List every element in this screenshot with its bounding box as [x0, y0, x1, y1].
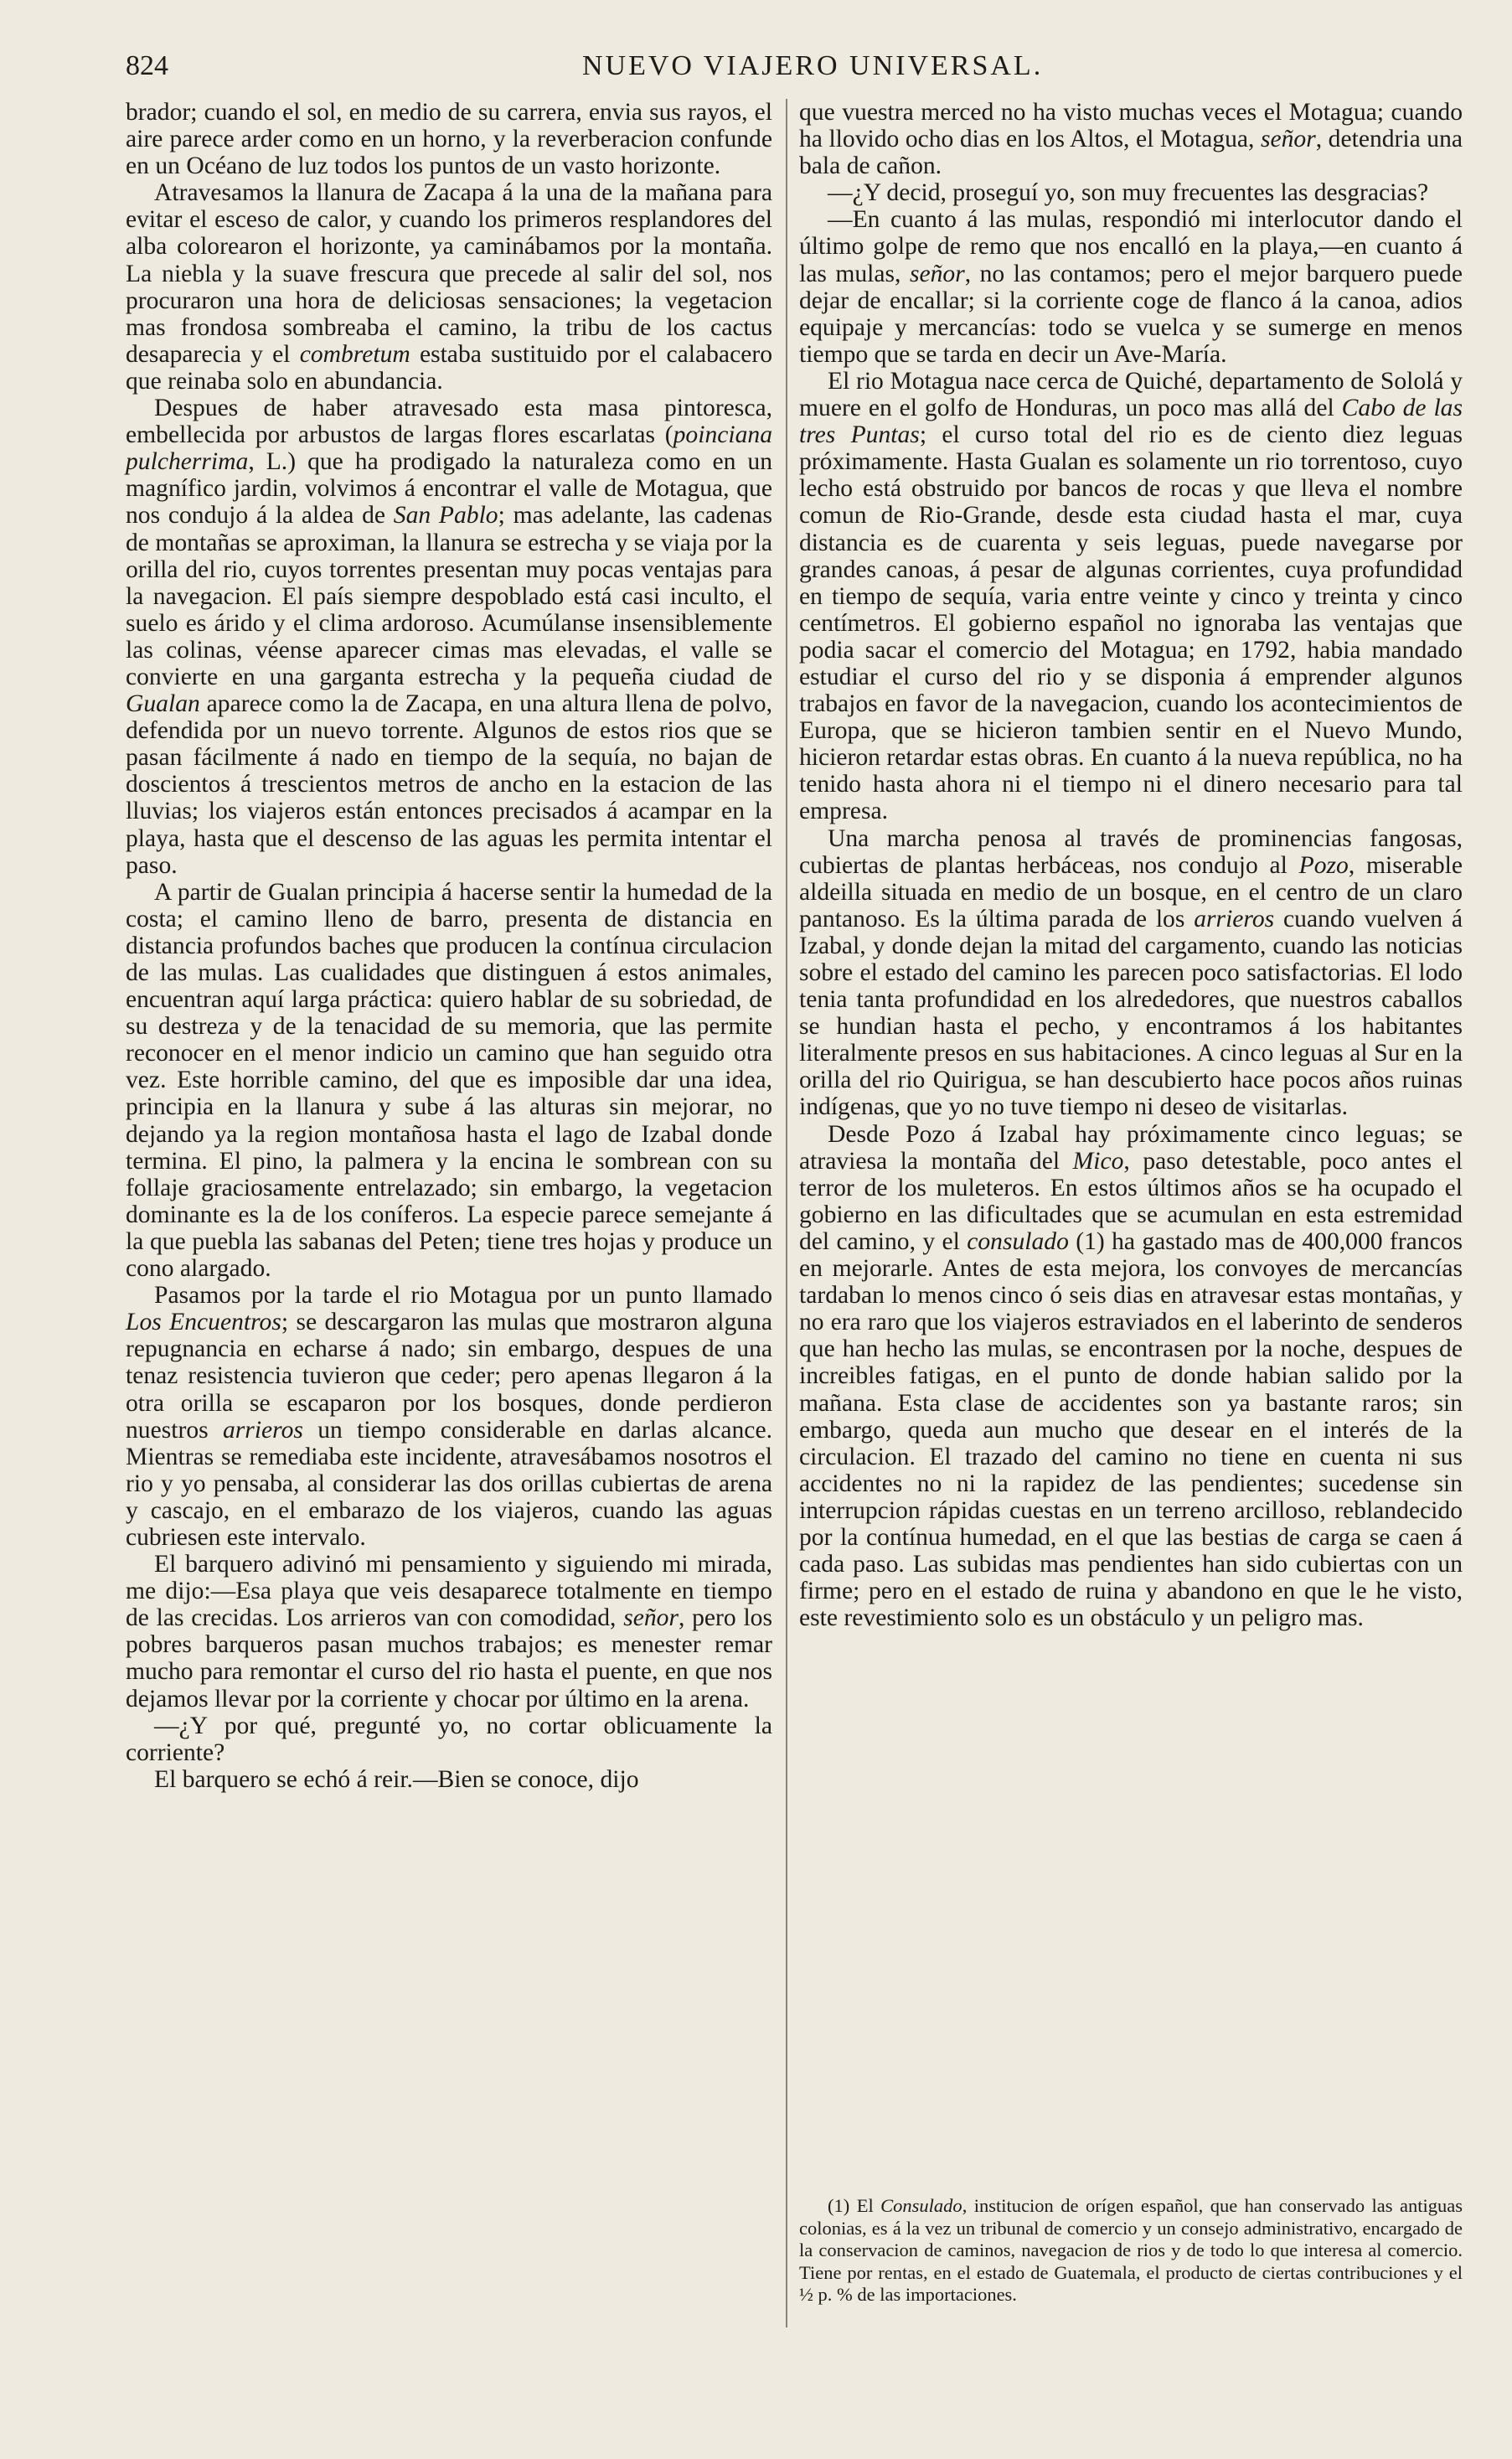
- paragraph: A partir de Gualan principia á hacerse sentir la humedad de la costa; el camino lleno de barro, presenta de distancia en distancia profundos baches que producen la contínua circulacion de las mulas. Las cualidades que distinguen á estos animales, encuentran aquí larga práctica: quiero hablar de su sobriedad, de su destreza y de la tenacidad de su memoria, que las permite reconocer en el menor indicio un camino que han seguido otra vez. Este horrible camino, del que es imposible dar una idea, principia en la llanura y sube á las alturas sin mejorar, no dejando ya la region montañosa hasta el lago de Izabal donde termina. El pino, la palmera y la encina le sombrean con su follaje graciosamente entrelazado; sin embargo, la vegetacion dominante es la de los coníferos. La especie parece semejante á la que puebla las sabanas del Peten; tiene tres hojas y produce un cono alargado.: [126, 878, 772, 1283]
- paragraph: brador; cuando el sol, en medio de su carrera, envia sus rayos, el aire parece arder como en un horno, y la reverberacion confunde en un Océano de luz todos los puntos de un vasto horizonte.: [126, 99, 772, 180]
- paragraph: El barquero adivinó mi pensamiento y siguiendo mi mirada, me dijo:—Esa playa que veis desaparece totalmente en tiempo de las crecidas. Los arrieros van con comodidad, señor, pero los pobres barqueros pasan muchos trabajos; es menester remar mucho para remontar el curso del rio hasta el puente, en que nos dejamos llevar por la corriente y chocar por último en la arena.: [126, 1551, 772, 1713]
- page-header: [126, 50, 1478, 92]
- paragraph: Desde Pozo á Izabal hay próximamente cinco leguas; se atraviesa la montaña del Mico, paso detestable, poco antes el terror de los muleteros. En estos últimos años se ha ocupado el gobierno en las dificultades que se acumulan en esta estremidad del camino, y el consulado (1) ha gastado mas de 400,000 francos en mejorarle. Antes de esta mejora, los convoyes de mercancías tardaban lo menos cinco ó seis dias en atravesar estas montañas, y no era raro que los viajeros estraviados en el laberinto de senderos que han hecho las mulas, se encontrasen por la noche, despues de increibles fatigas, en el punto de donde habian salido por la mañana. Esta clase de accidentes son ya bastante raros; sin embargo, queda aun mucho que desear en el interés de la circulacion. El trazado del camino no tiene en cuenta ni sus accidentes no ni la rapidez de las pendientes; sucedense sin interrupcion rápidas cuestas en un terreno arcilloso, reblandecido por la contínua humedad, en el que las bestias de carga se caen á cada paso. Las subidas mas pendientes han sido cubiertas con un firme; pero en el estado de ruina y abandono en que le he visto, este revestimiento solo es un obstáculo y un peligro mas.: [799, 1120, 1463, 1632]
- footnote: [799, 2195, 1463, 2307]
- running-title: NUEVO VIAJERO UNIVERSAL.: [582, 50, 1044, 81]
- column-divider: [786, 99, 787, 2327]
- paragraph: que vuestra merced no ha visto muchas veces el Motagua; cuando ha llovido ocho dias en los Altos, el Motagua, señor, detendria una bala de cañon.: [799, 99, 1463, 180]
- paragraph: El rio Motagua nace cerca de Quiché, departamento de Sololá y muere en el golfo de Honduras, un poco mas allá del Cabo de las tres Puntas; el curso total del rio es de ciento diez leguas próximamente. Hasta Gualan es solamente un rio torrentoso, cuyo lecho está obstruido por bancos de rocas y que lleva el nombre comun de Rio-Grande, desde esta ciudad hasta el mar, cuya distancia es de cuarenta y seis leguas, puede navegarse por grandes canoas, á pesar de algunas corrientes, cuya profundidad en tiempo de sequía, varia entre veinte y cinco y treinta y cinco centímetros. El gobierno español no ignoraba las ventajas que podia sacar el comercio del Motagua; en 1792, habia mandado estudiar el curso del rio y se disponia á emprender algunos trabajos en favor de la navegacion, cuando los acontecimientos de Europa, que se hicieron tambien sentir en el Nuevo Mundo, hicieron retardar estas obras. En cuanto á la nueva república, no ha tenido hasta ahora ni el tiempo ni el dinero necesario para tal empresa.: [799, 367, 1463, 825]
- paragraph: Despues de haber atravesado esta masa pintoresca, embellecida por arbustos de largas flores escarlatas (poinciana pulcherrima, L.) que ha prodigado la naturaleza como en un magnífico jardin, volvimos á encontrar el valle de Motagua, que nos condujo á la aldea de San Pablo; mas adelante, las cadenas de montañas se aproximan, la llanura se estrecha y se viaja por la orilla del rio, cuyos torrentes presentan muy pocas ventajas para la navegacion. El país siempre despoblado está casi inculto, el suelo es árido y el clima ardoroso. Acumúlanse insensiblemente las colinas, véense aparecer cimas mas elevadas, el valle se convierte en una garganta estrecha y la pequeña ciudad de Gualan aparece como la de Zacapa, en una altura llena de polvo, defendida por un nuevo torrente. Algunos de estos rios que se pasan fácilmente á nado en tiempo de la sequía, no bajan de doscientos á trescientos metros de ancho en la estacion de las lluvias; los viajeros están entonces precisados á acampar en la playa, hasta que el descenso de las aguas les permita intentar el paso.: [126, 395, 772, 879]
- paragraph: Una marcha penosa al través de prominencias fangosas, cubiertas de plantas herbáceas, nos condujo al Pozo, miserable aldeilla situada en medio de un bosque, en el centro de un claro pantanoso. Es la última parada de los arrieros cuando vuelven á Izabal, y donde dejan la mitad del cargamento, cuando las noticias sobre el estado del camino les parecen poco satisfactorias. El lodo tenia tanta profundidad en los alrededores, que nuestros caballos se hundian hasta el pecho, y encontramos á los habitantes literalmente presos en sus habitaciones. A cinco leguas al Sur en la orilla del rio Quirigua, se han descubierto hace pocos años ruinas indígenas, que yo no tuve tiempo ni deseo de visitarlas.: [799, 824, 1463, 1121]
- left-column: [126, 99, 772, 1793]
- paragraph: Pasamos por la tarde el rio Motagua por un punto llamado Los Encuentros; se descargaron las mulas que mostraron alguna repugnancia en echarse á nado; sin embargo, despues de una tenaz resistencia tuvieron que ceder; pero apenas llegaron á la otra orilla se escaparon por los bosques, donde perdieron nuestros arrieros un tiempo considerable en darlas alcance. Mientras se remediaba este incidente, atravesábamos nosotros el rio y yo pensaba, al considerar las dos orillas cubiertas de arena y cascajo, en el embarazo de los viajeros, cuando las aguas cubriesen este intervalo.: [126, 1282, 772, 1551]
- paragraph: —¿Y decid, proseguí yo, son muy frecuentes las desgracias?: [828, 179, 1429, 207]
- paragraph: —¿Y por qué, pregunté yo, no cortar oblicuamente la corriente?: [126, 1712, 772, 1766]
- paragraph: —En cuanto á las mulas, respondió mi interlocutor dando el último golpe de remo que nos encalló en la playa,—en cuanto á las mulas, señor, no las contamos; pero el mejor barquero puede dejar de encallar; si la corriente coge de flanco á la canoa, adios equipaje y mercancías: todo se vuelca y se sumerge en menos tiempo que se tarda en decir un Ave-María.: [799, 206, 1463, 368]
- footnote-text: (1) El Consulado, institucion de orígen español, que han conservado las antiguas colonias, es á la vez un tribunal de comercio y un consejo administrativo, encargado de la conservacion de caminos, navegacion de rios y de todo lo que interesa al comercio. Tiene por rentas, en el estado de Guatemala, el producto de ciertas contribuciones y el ½ p. % de las importaciones.: [799, 2195, 1463, 2305]
- paragraph: Atravesamos la llanura de Zacapa á la una de la mañana para evitar el esceso de calor, y cuando los primeros resplandores del alba colorearon el horizonte, ya caminábamos por la montaña. La niebla y la suave frescura que precede al salir del sol, nos procuraron una hora de deliciosas sensaciones; la vegetacion mas frondosa sombreaba el camino, la tribu de los cactus desaparecia y el combretum estaba sustituido por el calabacero que reinaba solo en abundancia.: [126, 179, 772, 395]
- right-column: [799, 99, 1463, 1631]
- paragraph: El barquero se echó á reir.—Bien se conoce, dijo: [154, 1765, 639, 1793]
- page-number: 824: [126, 50, 168, 81]
